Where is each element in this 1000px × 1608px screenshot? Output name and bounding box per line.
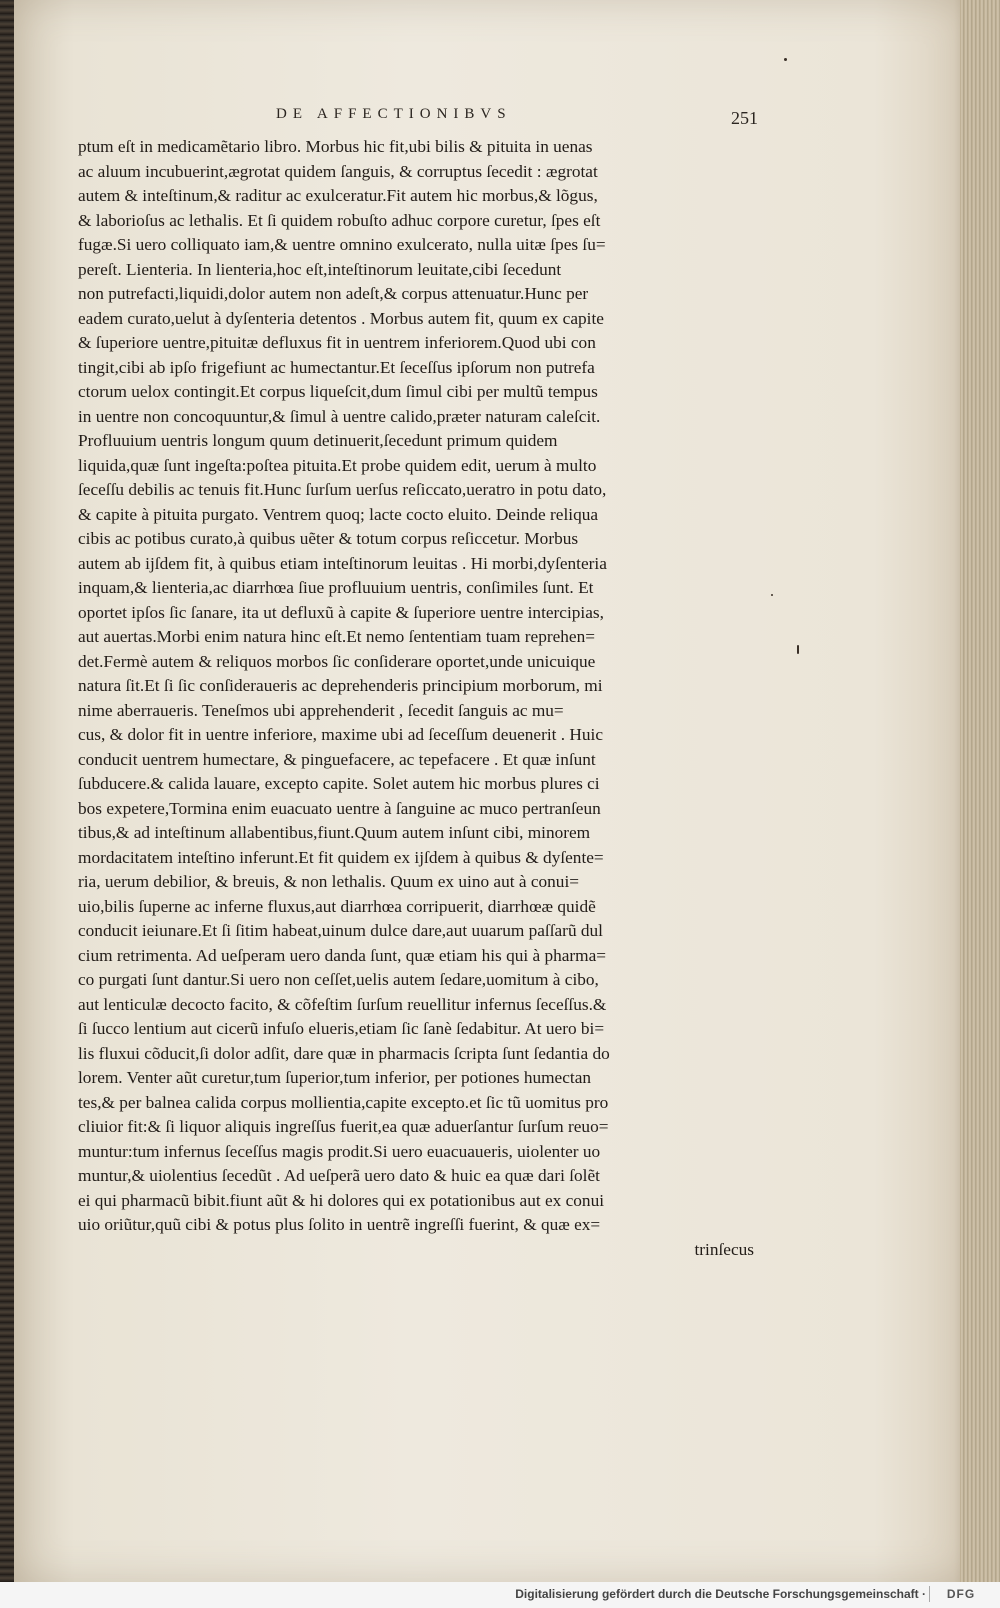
text-line: fugæ.Si uero colliquato iam,& uentre omnino exulcerato, nulla uitæ ſpes ſu= bbox=[78, 235, 606, 254]
dfg-logo: DFG bbox=[929, 1586, 992, 1602]
running-head: DE AFFECTIONIBVS bbox=[276, 106, 512, 122]
text-line: mordacitatem inteſtino inferunt.Et fit quidem ex ijſdem à quibus & dyſente= bbox=[78, 847, 604, 867]
text-line: aut lenticulæ decocto facito, & cõfeſtim ſurſum reuellitur infernus ſeceſſus.& bbox=[78, 994, 607, 1014]
text-line: cium retrimenta. Ad ueſperam uero danda ſunt, quæ etiam his qui à pharma= bbox=[78, 945, 607, 965]
body-text bbox=[78, 135, 754, 1262]
text-line: ei qui pharmacũ bibit.fiunt aũt & hi dolores qui ex potationibus aut ex conui bbox=[78, 1190, 605, 1210]
text-line: natura ſit.Et ſi ſic conſideraueris ac deprehenderis principium morborum, mi bbox=[78, 676, 603, 695]
paper-speck bbox=[784, 58, 787, 61]
text-line: tingit,cibi ab ipſo frigefiunt ac humectantur.Et ſeceſſus ipſorum non putrefa bbox=[78, 357, 595, 377]
digitization-footer bbox=[0, 1582, 1000, 1608]
text-line: ſeceſſu debilis ac tenuis fit.Hunc ſurſum uerſus reſiccato,ueratro in potu dato, bbox=[78, 480, 607, 499]
text-line: ctorum uelox contingit.Et corpus liqueſcit,dum ſimul cibi per multũ tempus bbox=[78, 382, 598, 401]
text-line: uio,bilis ſuperne ac inferne fluxus,aut diarrhœa corripuerit, diarrhœæ quidẽ bbox=[78, 896, 596, 916]
text-line: cibis ac potibus curato,à quibus uẽter & totum corpus reſiccetur. Morbus bbox=[78, 529, 579, 548]
text-line: cliuior fit:& ſi liquor aliquis ingreſſus fuerit,ea quæ aduerſantur ſurſum reuo= bbox=[78, 1117, 609, 1136]
text-line: in uentre non concoquuntur,& ſimul à uentre calido,præter naturam caleſcit. bbox=[78, 406, 601, 426]
text-line: Profluuium uentris longum quum detinuerit,ſecedunt primum quidem bbox=[78, 431, 558, 450]
footer-credit: Digitalisierung gefördert durch die Deutsche Forschungsgemeinschaft · bbox=[515, 1587, 926, 1601]
paper-speck bbox=[797, 645, 799, 654]
text-line: oportet ipſos ſic ſanare, ita ut defluxũ à capite & ſuperiore uentre intercipias, bbox=[78, 602, 604, 622]
text-line: muntur:tum infernus ſeceſſus magis prodit.Si uero euacuaueris, uiolenter uo bbox=[78, 1141, 601, 1161]
text-line: & capite à pituita purgato. Ventrem quoq; lacte cocto eluito. Deinde reliqua bbox=[78, 504, 599, 524]
text-line: ria, uerum debilior, & breuis, & non lethalis. Quum ex uino aut à conui= bbox=[78, 872, 579, 891]
text-line: autem ab ijſdem fit, à quibus etiam inteſtinorum leuitas . Hi morbi,dyſenteria bbox=[78, 553, 607, 573]
text-line: ac aluum incubuerint,ægrotat quidem ſanguis, & corruptus ſecedit : ægrotat bbox=[78, 161, 598, 181]
text-line: det.Fermè autem & reliquos morbos ſic conſiderare oportet,unde unicuique bbox=[78, 651, 596, 671]
text-line: co purgati ſunt dantur.Si uero non ceſſet,uelis autem ſedare,uomitum à cibo, bbox=[78, 970, 599, 989]
paper-speck bbox=[771, 594, 773, 596]
text-line: bos expetere,Tormina enim euacuato uentre à ſanguine ac muco pertranſeun bbox=[78, 798, 601, 818]
text-line: uio oriũtur,quũ cibi & potus plus ſolito in uentrẽ ingreſſi fuerint, & quæ ex= bbox=[78, 1215, 601, 1234]
text-line: lis fluxui cõducit,ſi dolor adſit, dare quæ in pharmacis ſcripta ſunt ſedantia do bbox=[78, 1043, 610, 1063]
text-line: ſi ſucco lentium aut cicerũ infuſo elueris,etiam ſic ſanè ſedabitur. At uero bi= bbox=[78, 1019, 605, 1038]
text-line: conducit uentrem humectare, & pinguefacere, ac tepefacere . Et quæ inſunt bbox=[78, 749, 596, 769]
catchword: trinſecus bbox=[694, 1239, 754, 1259]
text-line: tes,& per balnea calida corpus mollientia,capite excepto.et ſic tũ uomitus pro bbox=[78, 1092, 609, 1112]
text-line: ptum eſt in medicamẽtario libro. Morbus hic fit,ubi bilis & pituita in uenas bbox=[78, 137, 593, 156]
text-line: non putrefacti,liquidi,dolor autem non adeſt,& corpus attenuatur.Hunc per bbox=[78, 284, 589, 303]
text-line: pereſt. Lienteria. In lienteria,hoc eſt,inteſtinorum leuitate,cibi ſecedunt bbox=[78, 259, 562, 279]
text-line: liquida,quæ ſunt ingeſta:poſtea pituita.Et probe quidem edit, uerum à multo bbox=[78, 455, 597, 475]
text-line: & ſuperiore uentre,pituitæ defluxus fit in uentrem inferiorem.Quod ubi con bbox=[78, 333, 596, 352]
text-line: inquam,& lienteria,ac diarrhœa ſiue profluuium uentris, conſimiles ſunt. Et bbox=[78, 578, 594, 597]
text-line: ſubducere.& calida lauare, excepto capite. Solet autem hic morbus plures ci bbox=[78, 774, 600, 793]
page-stack-edge bbox=[960, 0, 1000, 1582]
text-line: muntur,& uiolentius ſecedũt . Ad ueſperã uero dato & huic ea quæ dari ſolẽt bbox=[78, 1166, 600, 1185]
text-line: conducit ieiunare.Et ſi ſitim habeat,uinum dulce dare,aut uuarum paſſarũ dul bbox=[78, 921, 603, 940]
page-number: 251 bbox=[731, 108, 758, 128]
text-line: & laborioſus ac lethalis. Et ſi quidem robuſto adhuc corpore curetur, ſpes eſt bbox=[78, 210, 601, 230]
text-line: nime aberraueris. Teneſmos ubi apprehenderit , ſecedit ſanguis ac mu= bbox=[78, 700, 564, 720]
text-line: aut auertas.Morbi enim natura hinc eſt.Et nemo ſententiam tuam reprehen= bbox=[78, 627, 595, 646]
text-line: autem & inteſtinum,& raditur ac exulceratur.Fit autem hic morbus,& lõgus, bbox=[78, 186, 598, 205]
text-line: tibus,& ad inteſtinum allabentibus,fiunt.Quum autem inſunt cibi, minorem bbox=[78, 823, 591, 842]
text-line: eadem curato,uelut à dyſenteria detentos . Morbus autem fit, quum ex capite bbox=[78, 308, 604, 328]
text-line: cus, & dolor fit in uentre inferiore, maxime ubi ad ſeceſſum deuenerit . Huic bbox=[78, 725, 603, 744]
text-line: lorem. Venter aũt curetur,tum ſuperior,tum inferior, per potiones humectan bbox=[78, 1068, 592, 1087]
book-page bbox=[14, 0, 970, 1582]
